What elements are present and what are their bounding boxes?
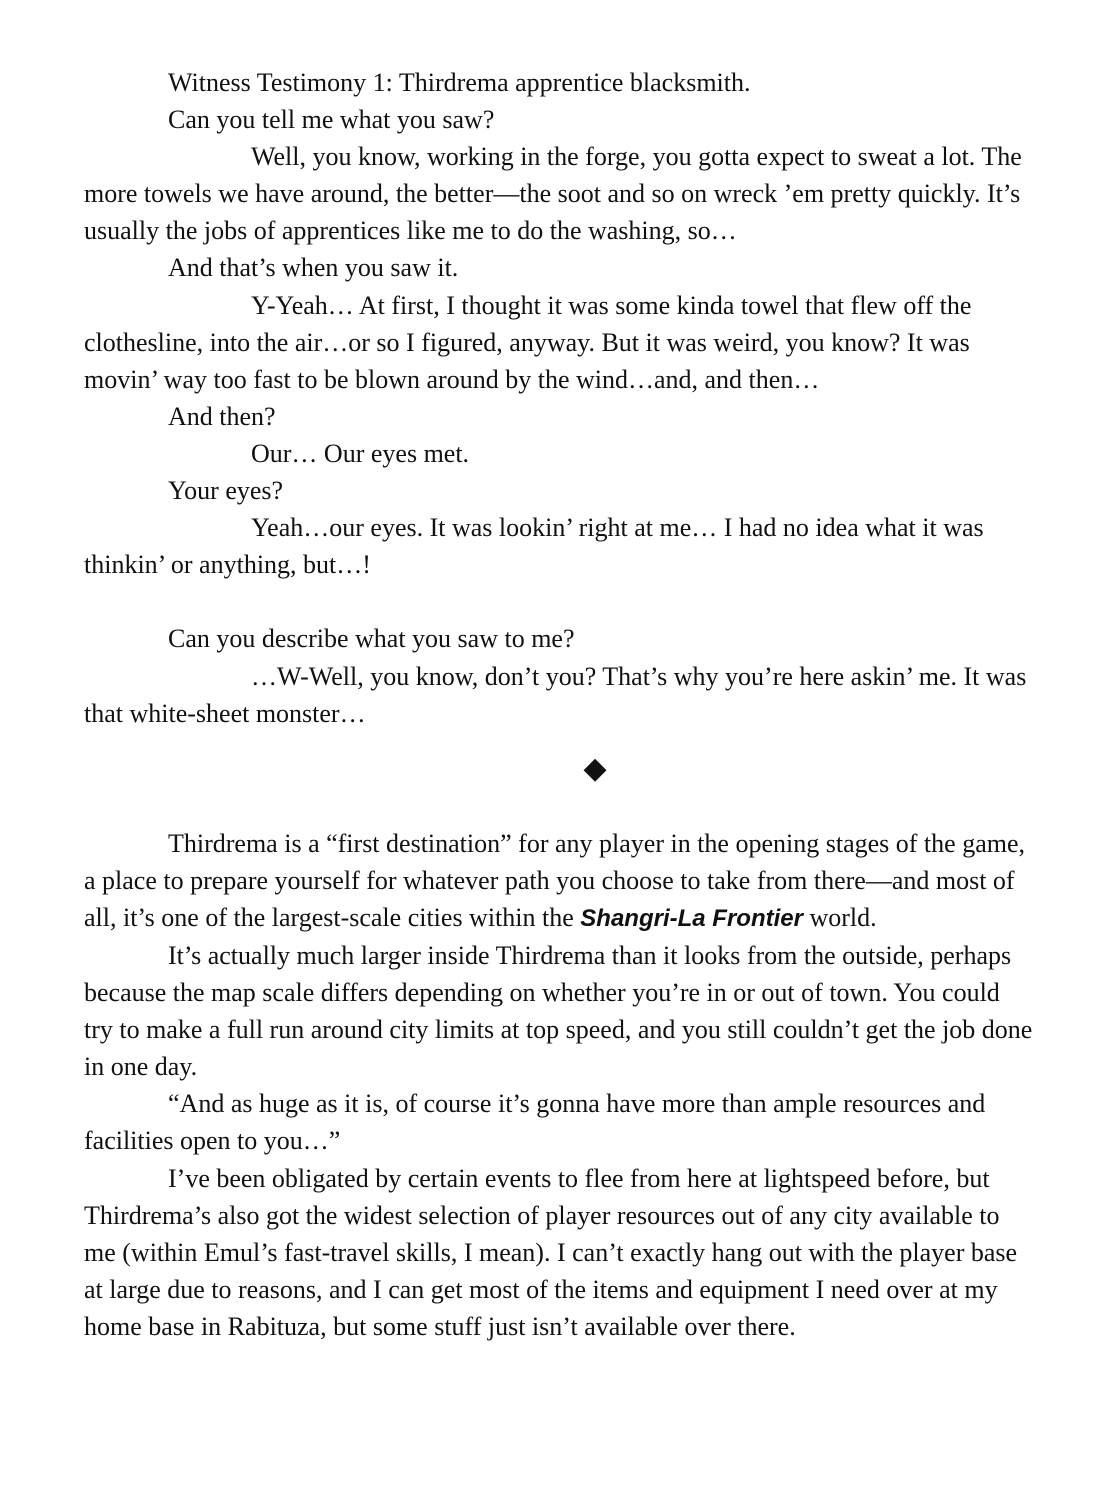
narrative-paragraph: I’ve been obligated by certain events to flee from here at lightspeed before, but Thirdrema’s also got the widest selection of player resources out of any city available to me (within Emul’s fast-travel skills, I mean). I can’t exactly hang out with the player base at large due to reasons, and I can get most of the items and equipment I need over at my home base in Rabituza, but some stuff just isn’t available over there. <box>84 1163 1018 1341</box>
witness-line: Yeah…our eyes. It was lookin’ right at me… I had no idea what it was thinkin’ or anything, but…! <box>84 513 984 580</box>
narrative-paragraph <box>84 825 1034 937</box>
blank-line <box>84 583 1034 620</box>
interviewer-line: And then? <box>168 401 276 431</box>
interviewer-line: And that’s when you saw it. <box>168 253 459 283</box>
witness-line: …W-Well, you know, don’t you? That’s why you’re here askin’ me. It was that white-sheet monster… <box>84 661 1027 728</box>
interviewer-line: Can you describe what you saw to me? <box>168 624 575 654</box>
interviewer-line: Can you tell me what you saw? <box>168 105 495 135</box>
diamond-icon: ◆ <box>583 751 607 785</box>
narrative-paragraph: It’s actually much larger inside Thirdrema than it looks from the outside, perhaps because the map scale differs depending on whether you’re in or out of town. You could try to make a full run around city limits at top speed, and you still couldn’t get the job done in one day. <box>84 940 1033 1082</box>
testimony-heading: Witness Testimony 1: Thirdrema apprentice blacksmith. <box>168 68 751 97</box>
blank-line <box>84 787 1034 825</box>
witness-line: Our… Our eyes met. <box>251 438 470 468</box>
page-body <box>84 64 1034 1345</box>
scene-break <box>84 750 1034 787</box>
witness-line: Y-Yeah… At first, I thought it was some kinda towel that flew off the clothesline, into the air…or so I figured, anyway. But it was weird, you know? It was movin’ way too fast to be blown around by the wind…and, and then… <box>84 290 972 394</box>
narrative-text: Thirdrema is a “first destination” for any player in the opening stages of the game, a place to prepare yourself for whatever path you choose to take from there—and most of all, it’s one of the largest-scale cities within the <box>84 828 1025 932</box>
game-title: Shangri-La Frontier <box>580 904 803 932</box>
witness-line: Well, you know, working in the forge, you gotta expect to sweat a lot. The more towels we have around, the better—the soot and so on wreck ’em pretty quickly. It’s usually the jobs of apprentices like me to do the washing, so… <box>84 142 1022 246</box>
interviewer-line: Your eyes? <box>168 476 284 506</box>
narrative-text: world. <box>802 902 877 932</box>
narrative-paragraph: “And as huge as it is, of course it’s gonna have more than ample resources and facilities open to you…” <box>84 1089 986 1156</box>
